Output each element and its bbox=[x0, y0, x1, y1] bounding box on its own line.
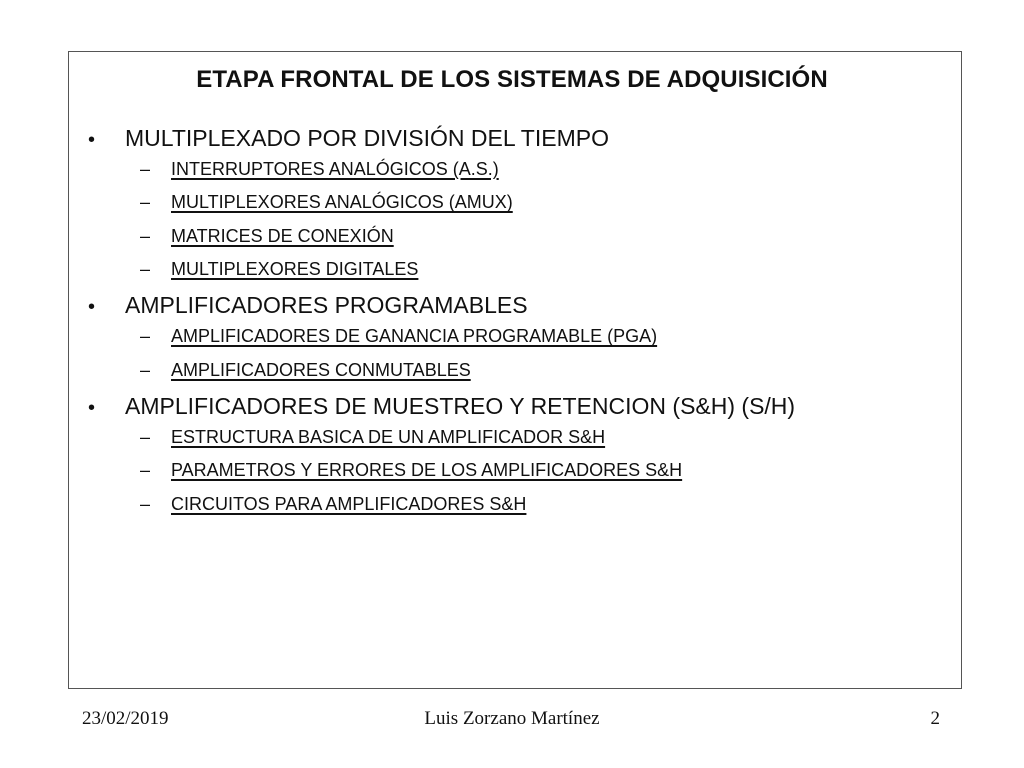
sub-list bbox=[88, 158, 948, 282]
sub-marker: – bbox=[140, 460, 151, 481]
sub-link-multiplexores-digitales[interactable]: MULTIPLEXORES DIGITALES bbox=[171, 259, 419, 280]
sub-marker: – bbox=[140, 359, 151, 380]
sub-list bbox=[88, 325, 948, 382]
footer-page-number: 2 bbox=[930, 708, 940, 729]
footer-date: 23/02/2019 bbox=[82, 708, 169, 729]
bullet-marker: • bbox=[88, 296, 96, 319]
sub-item bbox=[88, 258, 948, 281]
bullet-text: AMPLIFICADORES DE MUESTREO Y RETENCION (S&H) (S/H) bbox=[125, 393, 796, 420]
sub-link-parametros-sh[interactable]: PARAMETROS Y ERRORES DE LOS AMPLIFICADORES S&H bbox=[171, 460, 683, 481]
sub-item bbox=[88, 158, 948, 181]
sub-item bbox=[88, 426, 948, 449]
sub-item bbox=[88, 459, 948, 482]
bullet-item bbox=[88, 124, 948, 154]
sub-link-interruptores[interactable]: INTERRUPTORES ANALÓGICOS (A.S.) bbox=[171, 158, 499, 179]
sub-item bbox=[88, 325, 948, 348]
sub-marker: – bbox=[140, 259, 151, 280]
sub-marker: – bbox=[140, 326, 151, 347]
sub-link-pga[interactable]: AMPLIFICADORES DE GANANCIA PROGRAMABLE (PGA) bbox=[171, 326, 658, 347]
bullet-text: MULTIPLEXADO POR DIVISIÓN DEL TIEMPO bbox=[125, 125, 609, 151]
bullet-group-amplificadores-programables bbox=[88, 291, 948, 382]
sub-item bbox=[88, 493, 948, 516]
slide-content bbox=[88, 124, 948, 526]
footer-author: Luis Zorzano Martínez bbox=[424, 708, 600, 729]
sub-marker: – bbox=[140, 493, 151, 514]
bullet-group-muestreo-retencion bbox=[88, 392, 948, 516]
sub-item bbox=[88, 191, 948, 214]
sub-link-multiplexores-analogicos[interactable]: MULTIPLEXORES ANALÓGICOS (AMUX) bbox=[171, 192, 513, 213]
bullet-item bbox=[88, 392, 948, 422]
sub-marker: – bbox=[140, 158, 151, 179]
sub-link-matrices[interactable]: MATRICES DE CONEXIÓN bbox=[171, 225, 394, 246]
bullet-marker: • bbox=[88, 129, 96, 151]
sub-marker: – bbox=[140, 225, 151, 246]
sub-item bbox=[88, 359, 948, 382]
sub-link-estructura-sh[interactable]: ESTRUCTURA BASICA DE UN AMPLIFICADOR S&H bbox=[171, 427, 606, 448]
sub-link-circuitos-sh[interactable]: CIRCUITOS PARA AMPLIFICADORES S&H bbox=[171, 493, 527, 514]
sub-item bbox=[88, 225, 948, 248]
bullet-item bbox=[88, 291, 948, 321]
bullet-group-multiplexado bbox=[88, 124, 948, 281]
sub-marker: – bbox=[140, 192, 151, 213]
bullet-text: AMPLIFICADORES PROGRAMABLES bbox=[125, 292, 528, 319]
sub-link-conmutables[interactable]: AMPLIFICADORES CONMUTABLES bbox=[171, 359, 471, 380]
sub-list bbox=[88, 426, 948, 516]
bullet-marker: • bbox=[88, 397, 96, 420]
slide-title: ETAPA FRONTAL DE LOS SISTEMAS DE ADQUISICIÓN bbox=[196, 66, 828, 93]
sub-marker: – bbox=[140, 427, 151, 448]
